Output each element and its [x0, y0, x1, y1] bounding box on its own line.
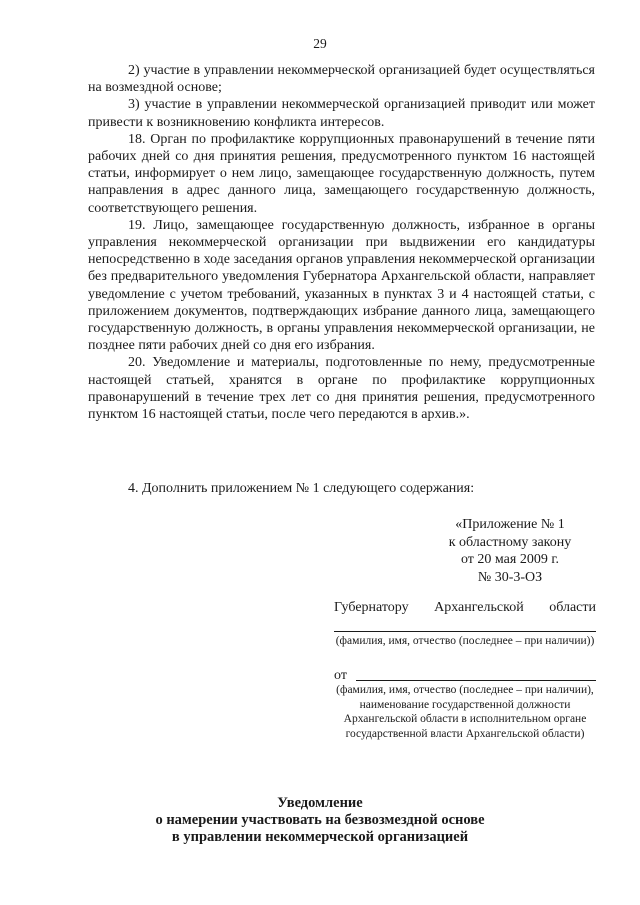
- fio-blank-line: [334, 631, 596, 632]
- appendix-line-4: № 30-3-ОЗ: [477, 569, 543, 585]
- law-text-body: [88, 62, 595, 423]
- paragraph-item-2: 2) участие в управлении некоммерческой организацией будет осуществляться на возмездной основе;: [88, 63, 595, 96]
- appendix-line-1: «Приложение № 1: [455, 517, 565, 532]
- from-blank-line: [356, 680, 596, 681]
- appendix-line-3: от 20 мая 2009 г.: [460, 552, 559, 567]
- item-4-text: 4. Дополнить приложением № 1 следующего содержания:: [128, 481, 475, 496]
- notice-title-line-3: в управлении некоммерческой организацией: [171, 829, 469, 845]
- appendix-header: [420, 516, 600, 586]
- paragraph-item-3: 3) участие в управлении некоммерческой организацией приводит или может привести к возникновению конфликта интересов.: [88, 97, 595, 130]
- from-label: от: [334, 668, 347, 683]
- fio-position-caption: (фамилия, имя, отчество (последнее – при наличии), наименование государственной должности Архангельской области в исполнительном органе государственной власти Архангельской области): [336, 684, 594, 740]
- addressee: Губернатору Архангельской области: [334, 600, 596, 615]
- paragraph-19: 19. Лицо, замещающее государственную должность, избранное в органы управления некоммерческой организации при выдвижении его кандидатуры непосредственно в ходе заседания органов управления некоммерческой организации без предварительного уведомления Губернатора Архангельской области, направляет уведомление с учетом требований, указанных в пунктах 3 и 4 настоящей статьи, с приложением документов, подтверждающих избрание данного лица, замещающего государственную должность, в органы управления некоммерческой организации, не позднее пяти рабочих дней со дня его избрания.: [88, 217, 595, 354]
- fio-caption: (фамилия, имя, отчество (последнее – при наличии)): [335, 635, 595, 647]
- notice-title-line-2: о намерении участвовать на безвозмездной основе: [155, 812, 485, 828]
- appendix-line-2: к областному закону: [448, 534, 572, 550]
- paragraph-20: 20. Уведомление и материалы, подготовленные по нему, предусмотренные настоящей статьей, хранятся в органе по профилактике коррупционных правонарушений в течение трех лет со дня принятия решения, предусмотренного пунктом 16 настоящей статьи, после чего передаются в архив.».: [88, 355, 595, 423]
- notice-title-line-1: Уведомление: [277, 795, 363, 811]
- paragraph-18: 18. Орган по профилактике коррупционных правонарушений в течение пяти рабочих дней со дня принятия решения, предусмотренного пунктом 16 настоящей статьи, информирует о нем лицо, замещающее государственную должность, путем направления в адрес данного лица, замещающего государственную должность, соответствующего решения.: [88, 131, 595, 216]
- page-number: 29: [313, 36, 327, 51]
